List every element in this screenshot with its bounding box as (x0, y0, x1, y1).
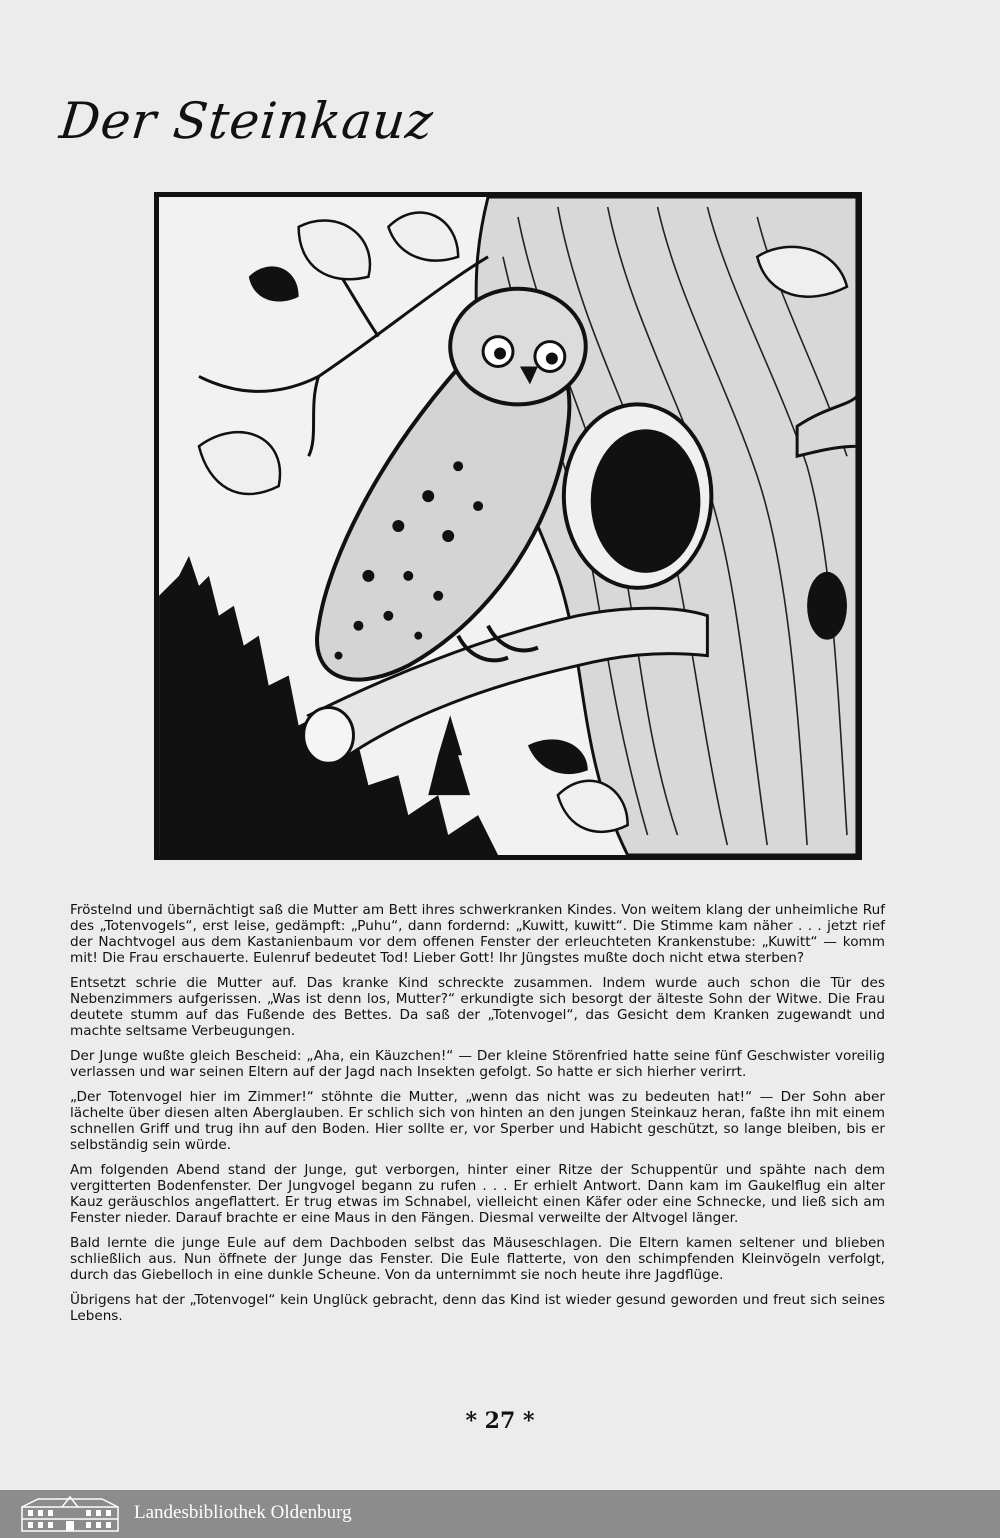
library-footer (0, 1490, 1000, 1538)
owl-illustration (154, 192, 862, 860)
page-title: Der Steinkauz (56, 92, 437, 150)
story-paragraph: Der Junge wußte gleich Bescheid: „Aha, ein Käuzchen!“ — Der kleine Störenfried hatte seine fünf Geschwister voreilig verlassen und war seinen Eltern auf der Jagd nach Insekten gefolgt. So hatte er sich hierher verirrt. (70, 1048, 885, 1080)
story-paragraph: Fröstelnd und übernächtigt saß die Mutter am Bett ihres schwerkranken Kindes. Von weitem klang der unheimliche Ruf des „Totenvogels“, erst leise, gedämpft: „Puhu“, dann fordernd: „Kuwitt, kuwitt“. Die Stimme kam näher . . . jetzt rief der Nachtvogel aus dem Kastanienbaum vor dem offenen Fenster der erleuchteten Krankenstube: „Kuwitt“ — komm mit! Die Frau erschauerte. Eulenruf bedeutet Tod! Lieber Gott! Ihr Jüngstes mußte doch nicht etwa sterben? (70, 902, 885, 966)
story-text (70, 902, 885, 1333)
owl-on-branch-illustration (159, 197, 857, 855)
story-paragraph: Bald lernte die junge Eule auf dem Dachboden selbst das Mäuseschlagen. Die Eltern kamen seltener und blieben schließlich aus. Nun öffnete der Junge das Fenster. Die Eule flatterte, von den schimpfenden Kleinvögeln verfolgt, durch das Giebelloch in eine dunkle Scheune. Von da unternimmt sie noch heute ihre Jagdflüge. (70, 1235, 885, 1283)
library-name[interactable]: Landesbibliothek Oldenburg (134, 1502, 352, 1523)
story-paragraph: Übrigens hat der „Totenvogel“ kein Unglück gebracht, denn das Kind ist wieder gesund geworden und freut sich seines Lebens. (70, 1292, 885, 1324)
story-paragraph: Entsetzt schrie die Mutter auf. Das kranke Kind schreckte zusammen. Indem wurde auch schon die Tür des Nebenzimmers aufgerissen. „Was ist denn los, Mutter?“ erkundigte sich besorgt der älteste Sohn der Witwe. Die Frau deutete stumm auf das Fußende des Bettes. Da saß der „Totenvogel“, das Gesicht dem Kranken zugewandt und machte seltsame Verbeugungen. (70, 975, 885, 1039)
story-paragraph: Am folgenden Abend stand der Junge, gut verborgen, hinter einer Ritze der Schuppentür und spähte nach dem vergitterten Bodenfenster. Der Jungvogel begann zu rufen . . . Er erhielt Antwort. Dann kam im Gaukelflug ein alter Kauz geräuschlos angeflattert. Er trug etwas im Schnabel, vielleicht einen Käfer oder eine Schnecke, und ließ sich am Fenster nieder. Darauf brachte er eine Maus in den Fängen. Diesmal verweilte der Altvogel länger. (70, 1162, 885, 1226)
story-paragraph: „Der Totenvogel hier im Zimmer!“ stöhnte die Mutter, „wenn das nicht was zu bedeuten hat!“ — Der Sohn aber lächelte über diesen alten Aberglauben. Er schlich sich von hinten an den jungen Steinkauz heran, faßte ihn mit einem schnellen Griff und trug ihn auf den Boden. Hier sollte er, vor Sperber und Habicht geschützt, so lange bleiben, bis er selbständig sein würde. (70, 1089, 885, 1153)
page-number: * 27 * (465, 1408, 535, 1434)
library-building-icon (18, 1495, 122, 1533)
